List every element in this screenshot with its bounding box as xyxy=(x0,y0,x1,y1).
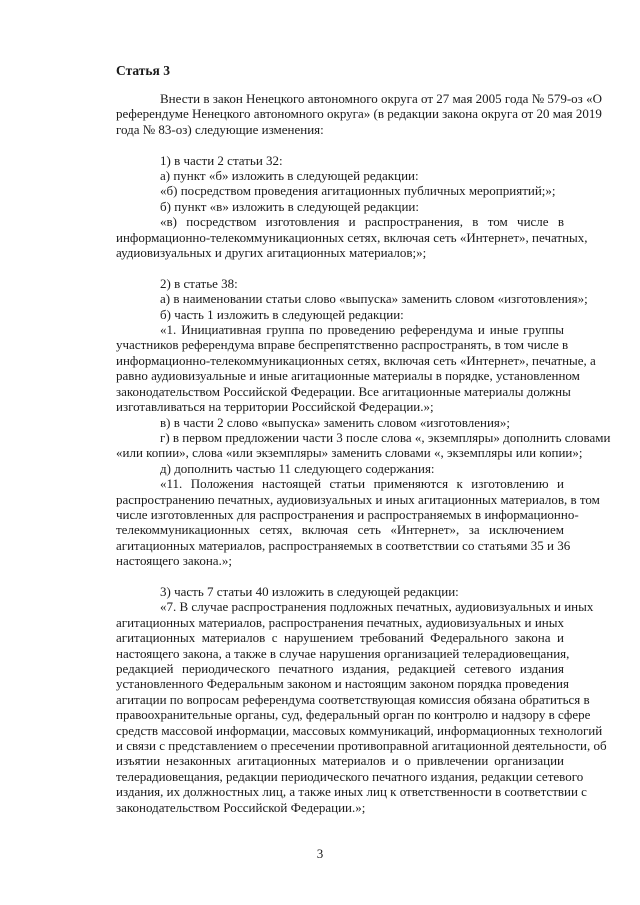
section1-line-2: а) пункт «б» изложить в следующей редакции: xyxy=(160,168,419,184)
article-body xyxy=(116,91,611,815)
section3-quote-line-3: агитационных материалов с нарушением требований Федерального закона и xyxy=(116,630,564,646)
section3-quote-line-8: правоохранительные органы, суд, федеральный орган по контролю и надзору в сфере xyxy=(116,707,591,723)
section1-quote-line-3: аудиовизуальных и других агитационных материалов;»; xyxy=(116,245,427,261)
section1-line-4: б) пункт «в» изложить в следующей редакции: xyxy=(160,198,419,214)
article-heading: Статья 3 xyxy=(116,63,170,78)
section2-quote-line-3: информационно-телекоммуникационных сетях, включая сеть «Интернет», печатные, а xyxy=(116,352,596,368)
intro-line-2: референдуме Ненецкого автономного округа» (в редакции закона округа от 20 мая 2019 xyxy=(116,106,602,122)
section2-quote-line-1: «1. Инициативная группа по проведению референдума и иные группы xyxy=(160,322,564,338)
section2-quote2-line-6: настоящего закона.»; xyxy=(116,553,232,569)
section1-quote-line-2: информационно-телекоммуникационных сетях, включая сеть «Интернет», печатных, xyxy=(116,229,588,245)
section2-quote2-line-2: распространению печатных, аудиовизуальных и иных агитационных материалов, в том xyxy=(116,491,600,507)
section2-b-line-3: «или копии», слова «или экземпляры» заменить словами «, экземпляры или копии»; xyxy=(116,445,583,461)
section3-quote-line-14: законодательством Российской Федерации.»; xyxy=(116,799,366,815)
section3-quote-line-5: редакцией периодического печатного издания, редакцией сетевого издания xyxy=(116,660,564,676)
intro-line-1: Внести в закон Ненецкого автономного округа от 27 мая 2005 года № 579-оз «О xyxy=(160,91,602,106)
section2-line-1: 2) в статье 38: xyxy=(160,275,238,291)
section1-quote-line-1: «в) посредством изготовления и распространения, в том числе в xyxy=(160,214,564,230)
section1-line-1: 1) в части 2 статьи 32: xyxy=(160,152,283,168)
section3-quote-line-6: установленного Федеральным законом и настоящим законом порядка проведения xyxy=(116,676,569,692)
section2-line-3: б) часть 1 изложить в следующей редакции: xyxy=(160,306,404,322)
section2-quote-line-6: изготавливаться на территории Российской Федерации.»; xyxy=(116,399,434,415)
section3-line-1: 3) часть 7 статьи 40 изложить в следующей редакции: xyxy=(160,583,459,599)
section3-quote-line-11: изъятии незаконных агитационных материалов и о привлечении организации xyxy=(116,753,564,769)
section1-line-3: «б) посредством проведения агитационных публичных мероприятий;»; xyxy=(160,183,556,199)
section3-quote-line-10: и связи с представлением о пресечении противоправной агитационной деятельности, об xyxy=(116,738,607,754)
section3-quote-line-7: агитации по вопросам референдума соответствующая комиссия обязана обратиться в xyxy=(116,691,590,707)
section2-line-2: а) в наименовании статьи слово «выпуска» заменить словом «изготовления»; xyxy=(160,291,588,307)
section3-quote-line-13: издания, их должностных лиц, а также иных лиц к ответственности в соответствии с xyxy=(116,784,587,800)
section2-quote-line-4: равно аудиовизуальные и иные агитационные материалы в порядке, установленном xyxy=(116,368,580,384)
section2-b-line-1: в) в части 2 слово «выпуска» заменить словом «изготовления»; xyxy=(160,414,510,430)
section3-quote-line-12: телерадиовещания, редакции периодического печатного издания, редакции сетевого xyxy=(116,768,584,784)
section3-quote-line-9: средств массовой информации, массовых коммуникаций, информационных технологий xyxy=(116,722,603,738)
section2-quote-line-2: участников референдума вправе беспрепятственно распространять, в том числе в xyxy=(116,337,569,353)
section2-quote2-line-5: агитационных материалов, распространяемых в соответствии со статьями 35 и 36 xyxy=(116,537,571,553)
section2-quote2-line-3: числе изготовленных для распространения и распространяемых в информационно- xyxy=(116,506,579,522)
section3-quote-line-1: «7. В случае распространения подложных печатных, аудиовизуальных и иных xyxy=(160,599,594,615)
section2-b-line-4: д) дополнить частью 11 следующего содержания: xyxy=(160,460,435,476)
section2-quote-line-5: законодательством Российской Федерации. Все агитационные материалы должны xyxy=(116,383,571,399)
section2-quote2-line-1: «11. Положения настоящей статьи применяются к изготовлению и xyxy=(160,476,564,492)
section3-quote-line-4: настоящего закона, а также в случае нарушения организацией телерадиовещания, xyxy=(116,645,570,661)
intro-line-3: года № 83-оз) следующие изменения: xyxy=(116,121,324,137)
section2-b-line-2: г) в первом предложении части 3 после слова «, экземпляры» дополнить словами xyxy=(160,429,611,445)
page-number: 3 xyxy=(316,846,324,861)
section2-quote2-line-4: телекоммуникационных сетях, включая сеть «Интернет», за исключением xyxy=(116,522,564,538)
section3-quote-line-2: агитационных материалов, распространения печатных, аудиовизуальных и иных xyxy=(116,614,564,630)
